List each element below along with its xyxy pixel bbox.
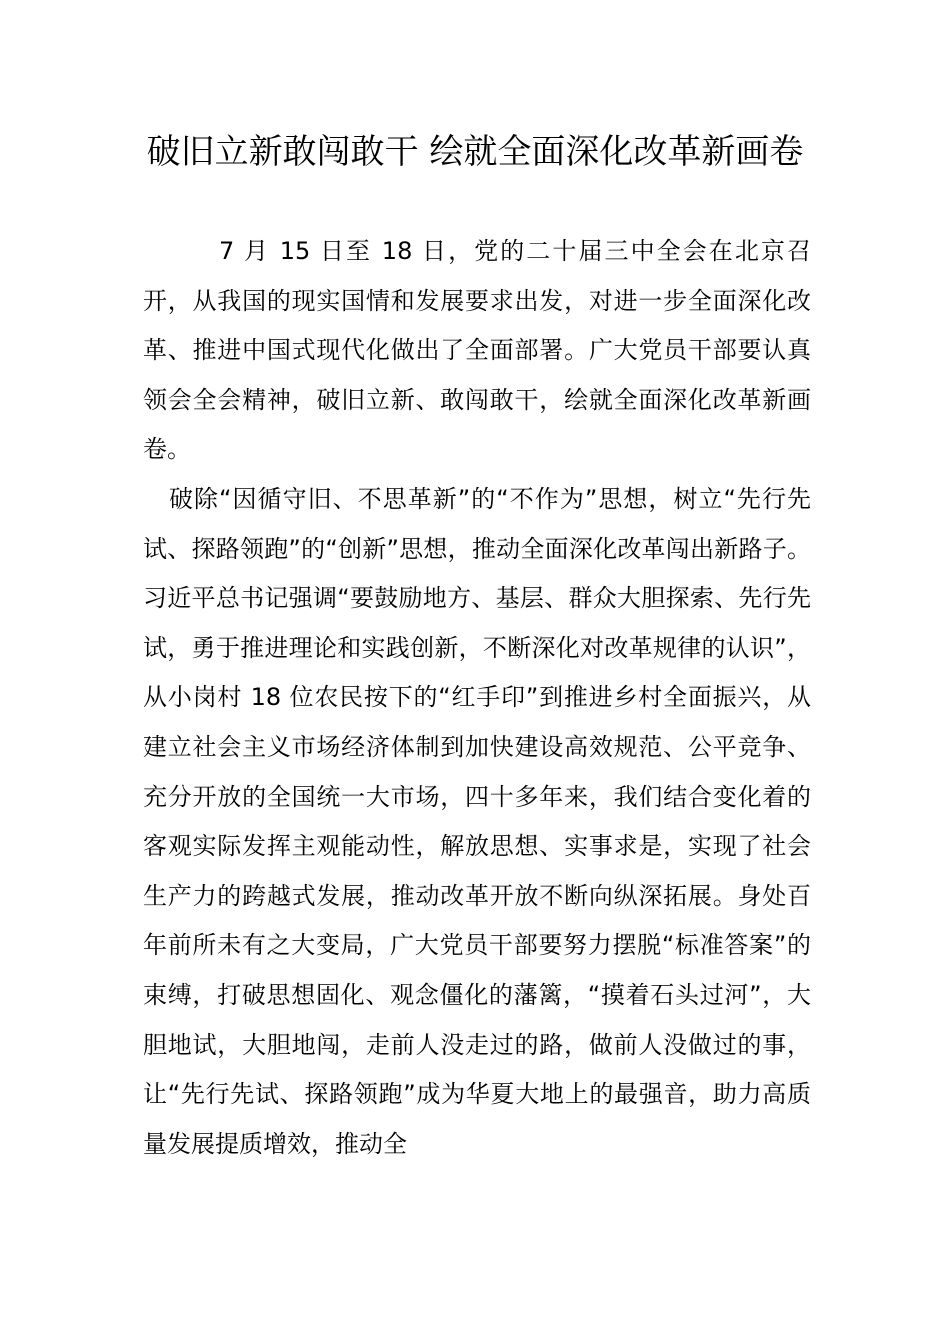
document-title: 破旧立新敢闯敢干 绘就全面深化改革新画卷	[146, 132, 804, 172]
paragraph-intro: 7 月 15 日至 18 日，党的二十届三中全会在北京召开，从我国的现实国情和发展要求出发，对进一步全面深化改革、推进中国式现代化做出了全面部署。广大党员干部要认真领会全会精神，破旧立新、敢闯敢干，绘就全面深化改革新画卷。	[143, 237, 811, 464]
paragraph-breaking-old: 破除“因循守旧、不思革新”的“不作为”思想，树立“先行先试、探路领跑”的“创新”思想，推动全面深化改革闯出新路子。习近平总书记强调“要鼓励地方、基层、群众大胆探索、先行先试，勇于推进理论和实践创新，不断深化对改革规律的认识”，从小岗村 18 位农民按下的“红手印”到推进乡村全面振兴，从建立社会主义市场经济体制到加快建设高效规范、公平竞争、充分开放的全国统一大市场，四十多年来，我们结合变化着的客观实际发挥主观能动性，解放思想、实事求是，实现了社会生产力的跨越式发展，推动改革开放不断向纵深拓展。身处百年前所未有之大变局，广大党员干部要努力摆脱“标准答案”的束缚，打破思想固化、观念僵化的藩篱，“摸着石头过河”，大胆地试，大胆地闯，走前人没走过的路，做前人没做过的事，让“先行先试、探路领跑”成为华夏大地上的最强音，助力高质量发展提质增效，推动全	[143, 485, 811, 1158]
